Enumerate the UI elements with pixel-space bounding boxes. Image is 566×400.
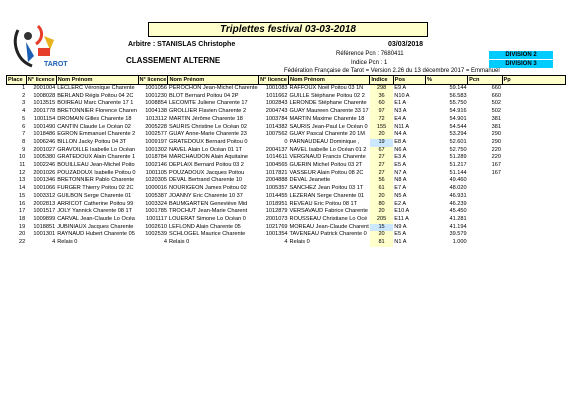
- table-cell: E9 A: [394, 85, 407, 91]
- table-cell: [502, 139, 566, 147]
- table-cell: N3 A: [394, 108, 407, 115]
- table-cell: 381: [491, 115, 501, 122]
- table-cell: 167: [491, 162, 501, 169]
- table-cell: BILLON Jacky Poitou 04 3T: [57, 138, 127, 145]
- table-cell: N6 A: [394, 146, 407, 153]
- table-cell: 15: [19, 192, 26, 199]
- table-cell: E8 A: [394, 138, 407, 145]
- division-3-badge: DIVISION 3: [489, 60, 553, 68]
- table-cell: 2005228: [145, 123, 167, 130]
- table-cell: N10 A: [394, 92, 410, 99]
- table-cell: 2001027: [33, 146, 56, 153]
- table-cell: 1: [22, 85, 26, 91]
- table-cell: 2: [22, 92, 26, 99]
- table-cell: Relais 0: [168, 239, 190, 246]
- table-cell: DEPLAIX Bernard Poitou 03 2: [168, 162, 244, 169]
- table-cell: [502, 170, 566, 178]
- table-row: [7, 239, 566, 247]
- table-cell: 4: [163, 239, 167, 246]
- table-cell: [468, 177, 502, 185]
- table-cell: 19: [370, 139, 393, 147]
- table-cell: 2004888: [265, 177, 288, 184]
- table-cell: 60: [370, 100, 393, 108]
- table-cell: 20: [370, 131, 393, 139]
- table-cell: VASSEUR Alain Poitou 08 2C: [289, 169, 364, 176]
- table-cell: 1014382: [265, 123, 288, 130]
- table-cell: 51.289: [449, 154, 467, 161]
- table-cell: 1014611: [266, 154, 288, 161]
- table-cell: 1001490: [33, 123, 56, 130]
- table-cell: RAFFOUX Noël Poitou 03 1N: [289, 85, 364, 91]
- table-cell: 67: [370, 147, 393, 155]
- date-label: 03/03/2018: [388, 41, 424, 48]
- table-cell: [502, 154, 566, 162]
- table-cell: 381: [491, 123, 501, 130]
- arbitre-label: Arbitre : STANISLAS Christophe: [128, 41, 236, 48]
- table-cell: [468, 224, 502, 232]
- table-cell: [468, 193, 502, 201]
- federation-version: Fédération Française de Tarot = Version 2.26 du 13 décembre 2017 = Emmanuel: [284, 68, 500, 74]
- table-cell: [502, 201, 566, 209]
- col-header: Pos: [393, 76, 425, 85]
- table-cell: 15: [370, 224, 393, 232]
- table-cell: E1 A: [394, 100, 407, 107]
- table-cell: 1013515: [33, 100, 56, 107]
- table-cell: 1004565: [265, 162, 288, 169]
- table-cell: 1008854: [145, 100, 167, 107]
- table-cell: CANTIN Claude Le Océan 02: [57, 123, 131, 130]
- table-cell: SCHLOGEL Maurice Charente: [168, 231, 246, 238]
- table-cell: LECLERC Véronique Charente: [57, 85, 135, 91]
- table-row: [7, 108, 566, 116]
- table-cell: LECOMTE Juliene Charente 17: [168, 100, 248, 107]
- table-cell: GUERIN Michel Poitou 03 2T: [289, 162, 363, 169]
- table-cell: JOLY Yannick Charente 08 1T: [57, 208, 133, 215]
- table-cell: 4: [284, 239, 288, 246]
- table-cell: 660: [491, 92, 501, 99]
- table-cell: GROLLIER Flavien Charente 2: [168, 108, 247, 115]
- table-cell: 7: [22, 131, 26, 138]
- table-cell: GUILLE Stéphane Poitou 02 2: [289, 92, 365, 99]
- table-cell: 220: [491, 154, 501, 161]
- table-cell: [502, 185, 566, 193]
- page-title: Triplettes festival 03-03-2018: [148, 22, 428, 37]
- table-cell: 11: [19, 162, 26, 169]
- table-cell: 2004743: [265, 108, 288, 115]
- table-cell: BAUMGARTEN Geneviève Mid: [168, 200, 248, 207]
- table-cell: 16: [19, 200, 26, 207]
- table-cell: NAVEL Alain Lo Océan 01 1T: [168, 146, 243, 153]
- table-cell: 10: [19, 154, 26, 161]
- table-cell: RAYNAUD Hubert Charente 05: [57, 231, 135, 238]
- table-cell: 1003312: [33, 192, 56, 199]
- table-row: [7, 193, 566, 201]
- table-cell: MARTIN Maxime Charente 18: [289, 115, 365, 122]
- table-cell: 1005357: [265, 185, 288, 192]
- table-cell: DEVAL Jeanette: [289, 177, 331, 184]
- table-cell: 1001083: [265, 85, 288, 91]
- table-cell: SAURIS Christine Le Océan 02: [168, 123, 248, 130]
- table-cell: [502, 231, 566, 239]
- table-cell: [502, 124, 566, 132]
- table-cell: 55.750: [449, 100, 467, 107]
- table-cell: 20: [19, 231, 26, 238]
- table-cell: GRATEDOUX Bernard Poitou 0: [168, 138, 248, 145]
- table-cell: [502, 131, 566, 139]
- table-row: [7, 154, 566, 162]
- table-cell: [502, 93, 566, 101]
- table-cell: 290: [491, 131, 501, 138]
- table-cell: 1009197: [145, 138, 167, 145]
- table-cell: 1003784: [265, 115, 288, 122]
- table-cell: 39.579: [449, 231, 467, 238]
- table-header-row: [7, 76, 566, 85]
- table-cell: DEVAL Bertrand Charente 10: [168, 177, 243, 184]
- table-cell: [502, 100, 566, 108]
- table-cell: 1017821: [265, 169, 288, 176]
- table-row: [7, 116, 566, 124]
- table-cell: 1001302: [145, 146, 167, 153]
- table-cell: 1000016: [145, 185, 167, 192]
- table-cell: VERGNAUD Francis Charente: [289, 154, 366, 161]
- classement-label: CLASSEMENT ALTERNE: [126, 56, 221, 65]
- table-cell: 2001026: [33, 169, 56, 176]
- col-header: N° licence: [27, 77, 55, 83]
- table-cell: GUAY Maureen Charente 33 17: [289, 108, 369, 115]
- table-cell: [502, 224, 566, 232]
- table-cell: [468, 239, 502, 247]
- table-cell: 72: [370, 116, 393, 124]
- table-cell: JUBINIAUX Jacques Charente: [57, 223, 134, 230]
- table-cell: 1003324: [145, 200, 167, 207]
- table-cell: [468, 185, 502, 193]
- table-row: [7, 201, 566, 209]
- table-cell: E4 A: [394, 115, 407, 122]
- table-cell: 1002577: [145, 131, 167, 138]
- table-cell: Relais 0: [289, 239, 310, 246]
- indice-pcn: Indice Pcn : 1: [351, 60, 388, 66]
- table-cell: 1001346: [33, 177, 56, 184]
- table-cell: 20: [370, 231, 393, 239]
- table-cell: TROCHUT Jean-Marie Charent: [168, 208, 248, 215]
- table-cell: [502, 116, 566, 124]
- table-cell: 1001354: [265, 231, 288, 238]
- table-cell: PEROCHON Jean-Michel Charente: [168, 85, 258, 91]
- table-cell: 1018951: [265, 200, 288, 207]
- table-cell: MARCHAUDON Alain Aquitaine: [168, 154, 248, 161]
- table-cell: 1001056: [145, 85, 167, 91]
- table-cell: N8 A: [394, 177, 407, 184]
- table-cell: E5 A: [394, 231, 407, 238]
- table-cell: 290: [491, 138, 501, 145]
- table-cell: 48.020: [449, 185, 467, 192]
- col-header: %: [425, 76, 467, 85]
- table-cell: E10 A: [394, 208, 410, 215]
- table-cell: 81: [370, 239, 393, 247]
- table-cell: 1021769: [265, 223, 288, 230]
- table-cell: 20: [370, 193, 393, 201]
- table-cell: [502, 177, 566, 185]
- table-cell: 2001778: [33, 108, 56, 115]
- col-header: Indice: [370, 76, 393, 85]
- table-cell: 13: [19, 177, 26, 184]
- table-cell: 27: [370, 154, 393, 162]
- table-cell: 1001785: [145, 208, 167, 215]
- table-cell: 1018486: [33, 131, 56, 138]
- table-cell: 6: [22, 123, 26, 130]
- table-cell: MARTIN Jérôme Charente 18: [168, 115, 243, 122]
- table-cell: BRETONNIER Florence Charen: [57, 108, 137, 115]
- table-cell: 1014455: [265, 192, 288, 199]
- table-cell: SAURIS Jean-Paul Le Océan 0: [289, 123, 368, 130]
- table-cell: 19: [19, 223, 26, 230]
- table-cell: N9 A: [394, 223, 407, 230]
- table-row: [7, 177, 566, 185]
- table-cell: FURGER Thierry Poitou 02 2C: [57, 185, 134, 192]
- col-header: N° licence: [139, 77, 167, 83]
- table-cell: 27: [370, 170, 393, 178]
- table-cell: [468, 231, 502, 239]
- table-cell: 1002246: [33, 162, 56, 169]
- table-cell: ARRICOT Catherine Poitou 99: [57, 200, 134, 207]
- table-cell: 1001301: [33, 231, 56, 238]
- table-cell: 36: [370, 93, 393, 101]
- logo-text: TAROT: [44, 61, 68, 68]
- table-cell: [468, 216, 502, 224]
- table-cell: REVEAU Eric Poitou 08 1T: [289, 200, 358, 207]
- table-cell: 1001230: [145, 92, 167, 99]
- table-cell: LOUERAT Simone Lo Océan 0: [168, 215, 246, 222]
- table-cell: [502, 216, 566, 224]
- table-cell: GUILBON Serge Charente 01: [57, 192, 132, 199]
- table-cell: [502, 147, 566, 155]
- table-cell: LEZERAN Serge Charente 01: [289, 192, 365, 199]
- table-cell: 1009899: [33, 215, 56, 222]
- table-cell: 205: [370, 216, 393, 224]
- table-cell: 1002843: [265, 100, 288, 107]
- table-cell: N1 A: [394, 239, 407, 246]
- table-cell: LERONDE Stéphane Charente: [289, 100, 367, 107]
- table-cell: 1001066: [33, 185, 56, 192]
- table-cell: NAVEL Isabelle Lo Océan 01 2: [289, 146, 367, 153]
- table-cell: 27: [370, 162, 393, 170]
- table-cell: [502, 208, 566, 216]
- results-table: [6, 75, 566, 247]
- table-cell: PARNAUDEAU Dominique ,: [289, 138, 360, 145]
- tarot-logo-icon: [8, 22, 68, 72]
- col-header: Nom Prénom: [289, 76, 370, 85]
- table-row: [7, 170, 566, 178]
- col-header: Nom Prénom: [56, 76, 138, 85]
- table-cell: 0: [284, 138, 288, 145]
- table-cell: 1020305: [145, 177, 167, 184]
- table-cell: E7 A: [394, 185, 407, 192]
- table-cell: 1001105: [145, 169, 167, 176]
- table-cell: E2 A: [394, 200, 407, 207]
- table-row: [7, 185, 566, 193]
- table-cell: 660: [491, 85, 501, 91]
- table-cell: 1006246: [33, 138, 56, 145]
- table-cell: N7 A: [394, 169, 407, 176]
- table-cell: 51.144: [449, 169, 467, 176]
- table-cell: 1013112: [145, 115, 167, 122]
- table-cell: [502, 108, 566, 116]
- col-header: Place: [7, 76, 27, 85]
- table-cell: 80: [370, 201, 393, 209]
- table-cell: 1018851: [33, 223, 56, 230]
- table-cell: 2002813: [33, 200, 56, 207]
- table-cell: 5: [22, 115, 26, 122]
- table-cell: 45.450: [449, 208, 467, 215]
- table-cell: BERLAND Régis Poitou 04 2C: [57, 92, 134, 99]
- table-cell: 1011662: [266, 92, 288, 99]
- table-cell: 1007562: [265, 131, 288, 138]
- table-row: [7, 124, 566, 132]
- table-cell: 1008028: [33, 92, 56, 99]
- table-cell: NOURIGEON James Poitou 02: [168, 185, 247, 192]
- table-cell: BOUILLEAU Jean-Michel Poito: [57, 162, 135, 169]
- col-header: Pp: [502, 76, 566, 85]
- table-cell: GUAY Anne-Marie Charente 23: [168, 131, 247, 138]
- table-cell: [468, 208, 502, 216]
- table-cell: 54.916: [449, 108, 467, 115]
- table-cell: 59.144: [449, 85, 467, 91]
- table-cell: 4: [22, 108, 26, 115]
- table-cell: 1018784: [145, 154, 167, 161]
- table-cell: 52.601: [449, 138, 467, 145]
- table-row: [7, 147, 566, 155]
- table-cell: 54.901: [449, 115, 467, 122]
- table-cell: 49.460: [449, 177, 467, 184]
- table-cell: N4 A: [394, 131, 407, 138]
- table-cell: MOREAU Jean-Claude Charent: [289, 223, 369, 230]
- table-cell: E5 A: [394, 162, 407, 169]
- table-cell: BRETONNIER Pablo Charente: [57, 177, 135, 184]
- table-cell: 9: [22, 146, 26, 153]
- table-row: [7, 224, 566, 232]
- table-cell: 1002610: [145, 223, 167, 230]
- table-cell: 14: [19, 185, 26, 192]
- table-cell: E3 A: [394, 154, 407, 161]
- table-cell: 41.194: [449, 223, 467, 230]
- table-cell: LEFLOND Alain Charente 05: [168, 223, 241, 230]
- table-cell: 220: [491, 146, 501, 153]
- table-cell: 46.239: [449, 200, 467, 207]
- table-cell: 298: [370, 85, 393, 93]
- table-cell: 2001073: [265, 215, 288, 222]
- table-row: [7, 93, 566, 101]
- table-cell: 51.217: [449, 162, 467, 169]
- table-cell: [502, 193, 566, 201]
- table-cell: BOIREAU Marc Charente 17 1: [57, 100, 134, 107]
- table-row: [7, 85, 566, 93]
- table-cell: 53.294: [449, 131, 467, 138]
- table-cell: 54.544: [449, 123, 467, 130]
- col-header: N° licence: [260, 77, 287, 83]
- table-cell: E11 A: [394, 215, 409, 222]
- table-cell: DROMAIN Gilles Charente 18: [57, 115, 132, 122]
- table-cell: JOANNY Eric Charente 10 37: [168, 192, 243, 199]
- table-cell: VERSAVAUD Fabrice Charente: [289, 208, 368, 215]
- table-cell: N5 A: [394, 192, 407, 199]
- table-cell: POUZADOUX Isabelle Poitou 0: [57, 169, 136, 176]
- division-2-badge: DIVISION 2: [489, 51, 553, 59]
- table-cell: [502, 239, 566, 247]
- table-cell: 3: [22, 100, 26, 107]
- table-cell: 4: [52, 239, 56, 246]
- table-cell: 167: [491, 169, 501, 176]
- table-cell: 1005380: [33, 154, 56, 161]
- col-header: Pcn: [468, 76, 502, 85]
- table-cell: EGRON Emmanuel Charente 2: [57, 131, 136, 138]
- table-cell: 56.583: [449, 92, 467, 99]
- table-cell: 2004137: [265, 146, 288, 153]
- table-cell: GUAY Pascal Charente 20 1M: [289, 131, 365, 138]
- table-cell: [468, 201, 502, 209]
- table-cell: 2001004: [33, 85, 56, 91]
- table-cell: [502, 85, 566, 93]
- table-cell: 22: [19, 239, 26, 246]
- reference-pcn: Référence Pcn : 7680411: [336, 51, 404, 57]
- table-cell: 17: [19, 208, 26, 215]
- table-cell: TAVENEAU Patrick Charente 0: [289, 231, 367, 238]
- table-cell: 61: [370, 185, 393, 193]
- table-row: [7, 208, 566, 216]
- table-cell: 56: [370, 177, 393, 185]
- table-row: [7, 131, 566, 139]
- table-cell: 1001154: [33, 115, 56, 122]
- table-cell: BLOT Bernard Poitou 04 2P: [168, 92, 239, 99]
- table-cell: 8: [22, 138, 26, 145]
- table-cell: GRAVOILLE Isabelle Lo Océan: [57, 146, 136, 153]
- table-row: [7, 231, 566, 239]
- table-cell: 155: [370, 124, 393, 132]
- table-cell: SANCHEZ Jean Poitou 03 1T: [289, 185, 364, 192]
- col-header: Nom Prénom: [168, 76, 259, 85]
- table-cell: 1002146: [145, 162, 167, 169]
- table-cell: Relais 0: [57, 239, 78, 246]
- table-cell: 1012879: [265, 208, 288, 215]
- table-cell: 46.931: [449, 192, 467, 199]
- table-row: [7, 162, 566, 170]
- table-cell: 52.750: [449, 146, 467, 153]
- table-cell: 41.281: [449, 215, 467, 222]
- table-cell: 1001517: [33, 208, 56, 215]
- table-cell: 1.000: [452, 239, 467, 246]
- table-cell: 1001117: [146, 215, 167, 222]
- table-cell: 1004138: [145, 108, 167, 115]
- table-row: [7, 100, 566, 108]
- table-cell: 97: [370, 108, 393, 116]
- table-cell: 502: [491, 100, 501, 107]
- table-cell: POUZADOUX Jacques Poitou: [168, 169, 245, 176]
- table-cell: 12: [19, 169, 26, 176]
- table-cell: 502: [491, 108, 501, 115]
- table-row: [7, 216, 566, 224]
- table-cell: GRATEDOUX Alain Charente 1: [57, 154, 136, 161]
- table-row: [7, 139, 566, 147]
- table-cell: N11 A: [394, 123, 410, 130]
- table-cell: 20: [370, 208, 393, 216]
- table-cell: 1002539: [145, 231, 167, 238]
- table-cell: ROUSSEAU Christiane Lo Océ: [289, 215, 368, 222]
- table-cell: 1005387: [145, 192, 167, 199]
- table-cell: [502, 162, 566, 170]
- table-cell: CARVAL Jean-Claude Lo Océa: [57, 215, 135, 222]
- table-cell: 18: [19, 215, 26, 222]
